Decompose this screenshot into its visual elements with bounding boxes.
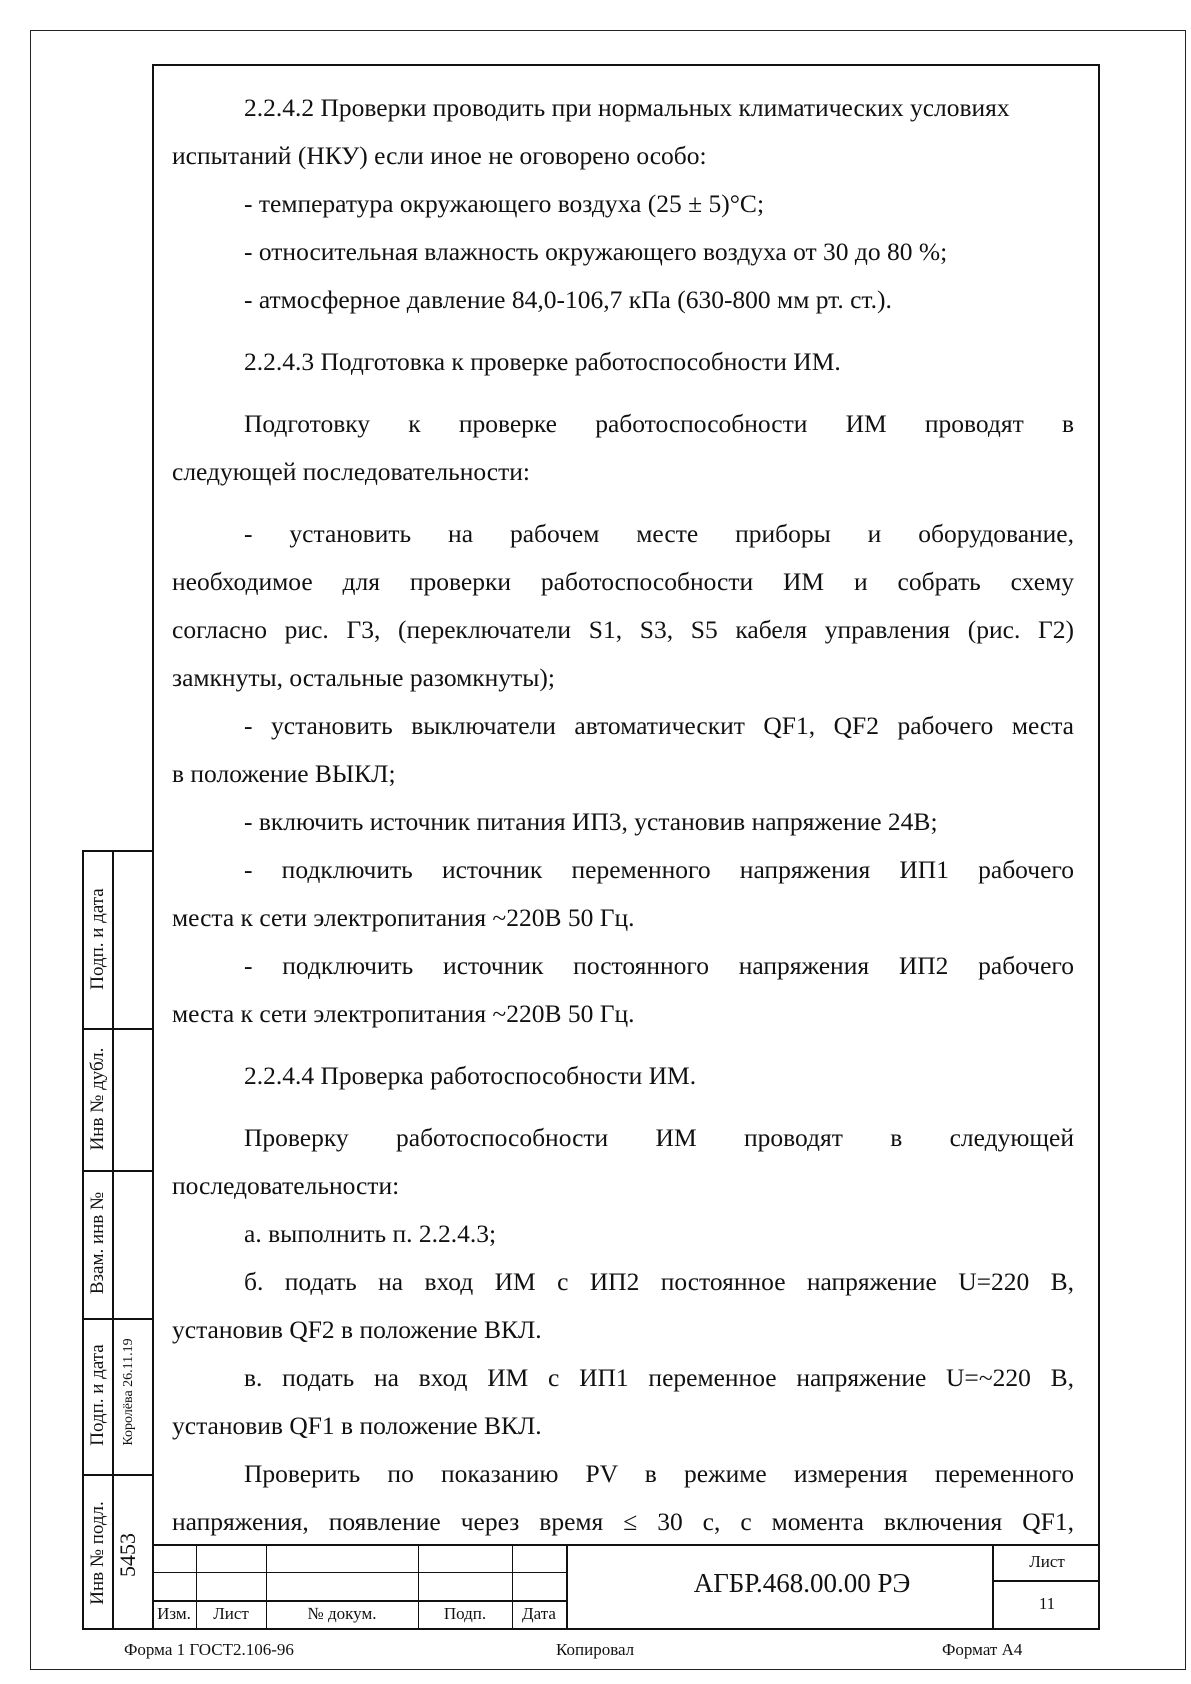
vzam-inv-label: Взам. инв № [87, 1191, 108, 1295]
list-item: - подключить источник переменного напряжения ИП1 рабочего [244, 855, 1074, 884]
list-item: - температура окружающего воздуха (25 ± 5)°С; [244, 189, 765, 218]
sheet-number: 11 [1038, 1594, 1056, 1613]
title-block [152, 1544, 1100, 1630]
list-item: - подключить источник постоянного напряжения ИП2 рабочего [244, 951, 1074, 980]
form-label: Форма 1 ГОСТ2.106-96 [124, 1640, 294, 1659]
paragraph: замкнуты, остальные разомкнуты); [172, 663, 555, 692]
izm-label: Изм. [157, 1604, 191, 1623]
side-stamp-divider [84, 1170, 154, 1172]
doc-num-label: № докум. [307, 1604, 377, 1623]
list-item: б. подать на вход ИМ с ИП2 постоянное напряжение U=220 В, [244, 1267, 1074, 1296]
list-item: - установить выключатели автоматическит QF1, QF2 рабочего места [244, 711, 1074, 740]
stamp-line [152, 1600, 566, 1602]
podp-label: Подп. [443, 1604, 487, 1623]
paragraph: Проверку работоспособности ИМ проводят в следующей [244, 1123, 1074, 1152]
list-item: - включить источник питания ИП3, установив напряжение 24В; [244, 807, 938, 836]
podp-i-data-label-2: Подп. и дата [87, 1344, 108, 1446]
list-item: - атмосферное давление 84,0-106,7 кПа (630-800 мм рт. ст.). [244, 285, 892, 314]
paragraph: необходимое для проверки работоспособности ИМ и собрать схему [172, 567, 1074, 596]
side-stamp-divider [84, 1474, 154, 1476]
side-stamp-divider [84, 1318, 154, 1320]
document-body [172, 84, 1074, 1544]
section-heading: 2.2.4.3 Подготовка к проверке работоспособности ИМ. [244, 347, 841, 376]
stamp-line [566, 1544, 568, 1630]
format-label: Формат А4 [942, 1640, 1023, 1659]
sheet-label: Лист [1029, 1552, 1065, 1571]
data-label: Дата [522, 1604, 556, 1623]
inv-dubl-label: Инв № дубл. [87, 1047, 108, 1151]
side-stamp [82, 850, 152, 1630]
inv-podl-value: 5453 [115, 1533, 140, 1577]
list-item: в. подать на вход ИМ с ИП1 переменное напряжение U=~220 В, [244, 1363, 1074, 1392]
signature-date: Королёва 26.11.19 [121, 1338, 136, 1446]
paragraph: последовательности: [172, 1171, 400, 1200]
paragraph: места к сети электропитания ~220В 50 Гц. [172, 903, 635, 932]
podp-i-data-label: Подп. и дата [87, 888, 108, 990]
paragraph: Проверить по показанию PV в режиме измерения переменного [244, 1459, 1074, 1488]
list-item: а. выполнить п. 2.2.4.3; [244, 1219, 497, 1248]
paragraph: напряжения, появление через время ≤ 30 с, с момента включения QF1, [172, 1507, 1074, 1536]
paragraph: 2.2.4.2 Проверки проводить при нормальных климатических условиях [244, 93, 1010, 122]
paragraph: согласно рис. Г3, (переключатели S1, S3, S5 кабеля управления (рис. Г2) [172, 615, 1074, 644]
copied-label: Копировал [556, 1640, 635, 1659]
inv-podl-label: Инв № подл. [87, 1501, 108, 1605]
paragraph: в положение ВЫКЛ; [172, 759, 396, 788]
paragraph: испытаний (НКУ) если иное не оговорено особо: [172, 141, 707, 170]
paragraph: Подготовку к проверке работоспособности ИМ проводят в [244, 409, 1074, 438]
stamp-line [152, 1544, 1100, 1546]
document-designation: АГБР.468.00.00 РЭ [693, 1568, 911, 1598]
list-item: - относительная влажность окружающего воздуха от 30 до 80 %; [244, 237, 948, 266]
list-label: Лист [213, 1604, 249, 1623]
section-heading: 2.2.4.4 Проверка работоспособности ИМ. [244, 1061, 697, 1090]
paragraph: установив QF1 в положение ВКЛ. [172, 1411, 542, 1440]
stamp-line [152, 1572, 566, 1573]
paragraph: места к сети электропитания ~220В 50 Гц. [172, 999, 635, 1028]
side-stamp-divider [112, 852, 114, 1628]
stamp-line [992, 1580, 1100, 1582]
paragraph: установив QF2 в положение ВКЛ. [172, 1315, 542, 1344]
paragraph: следующей последовательности: [172, 457, 530, 486]
list-item: - установить на рабочем месте приборы и оборудование, [244, 519, 1074, 548]
